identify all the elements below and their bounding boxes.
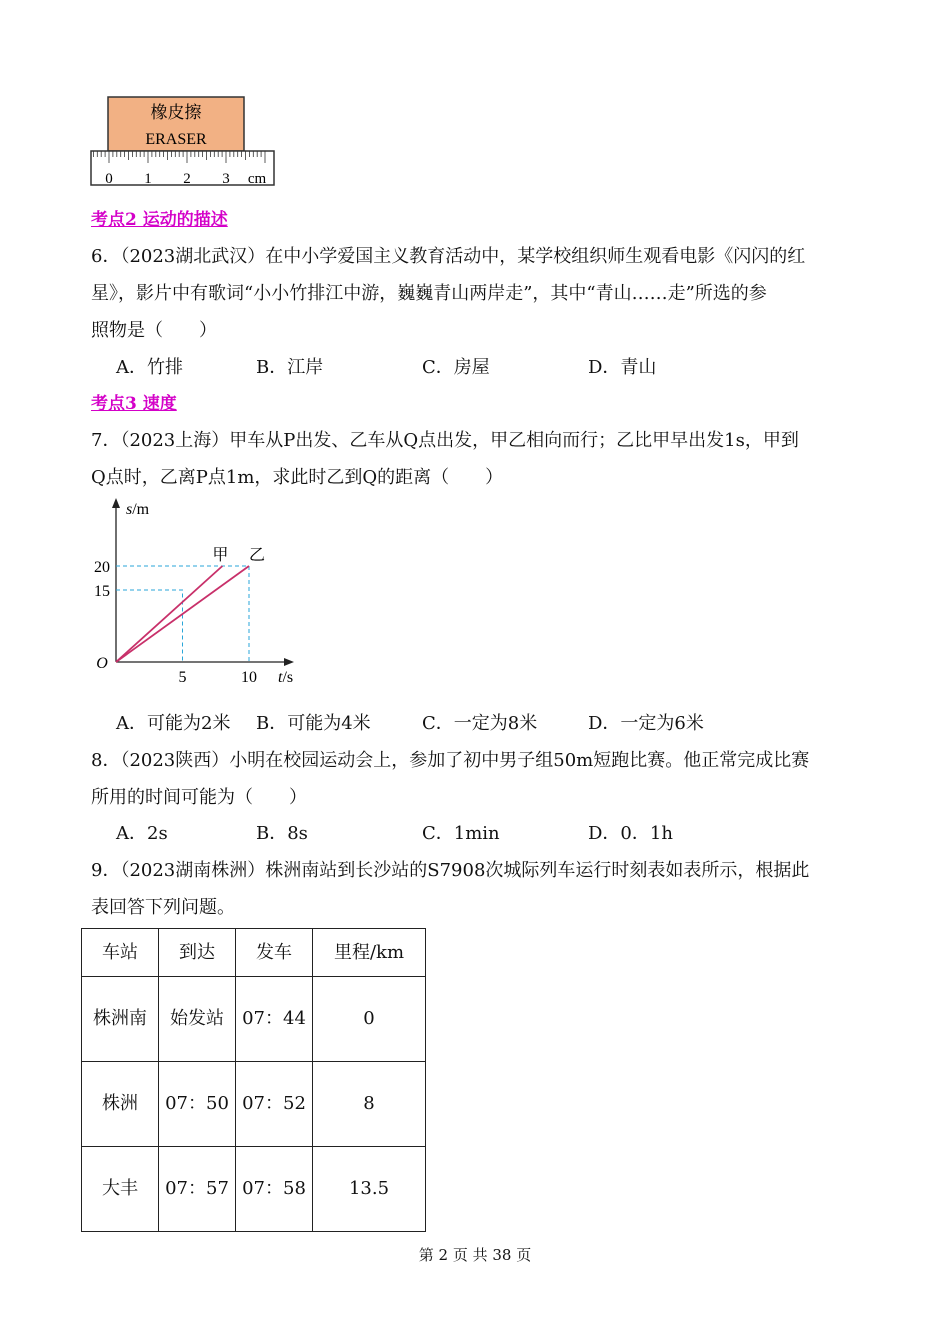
ruler-tick-label: 0: [105, 171, 113, 187]
table-cell: 07：50: [159, 1062, 236, 1147]
table-cell: 07：58: [236, 1147, 313, 1232]
q8-option-d: D．0．1h: [588, 823, 673, 844]
table-cell: 株洲南: [82, 977, 159, 1062]
ruler-tick-label: 3: [222, 171, 230, 187]
table-header-cell: 发车: [236, 929, 313, 977]
x-tick-label: 5: [178, 669, 187, 686]
q7-text-line1: 7．（2023上海）甲车从P出发、乙车从Q点出发，甲乙相向而行；乙比甲早出发1s，甲到: [91, 430, 799, 451]
q7-text-line2: Q点时，乙离P点1m，求此时乙到Q的距离（ ）: [91, 467, 504, 488]
section-heading-motion: 考点2 运动的描述: [91, 210, 228, 230]
table-cell: 始发站: [159, 977, 236, 1062]
q8-option-b: B．8s: [256, 823, 308, 844]
guide-line: [116, 590, 183, 662]
ruler-tick-label: 1: [144, 171, 152, 187]
eraser-ruler-figure: [88, 94, 278, 190]
table-cell: 大丰: [82, 1147, 159, 1232]
table-header-cell: 车站: [82, 929, 159, 977]
y-tick-label: 20: [94, 559, 110, 576]
table-cell: 株洲: [82, 1062, 159, 1147]
table-row: [82, 1062, 426, 1147]
y-tick-label: 15: [94, 583, 110, 600]
y-axis-label: s/m: [126, 501, 150, 518]
q6-text-line3: 照物是（ ）: [91, 320, 217, 341]
q6-option-c: C．房屋: [422, 357, 490, 378]
y-axis-arrow: [112, 498, 120, 508]
table-row: [82, 977, 426, 1062]
origin-label: O: [96, 655, 108, 672]
table-header-cell: 里程/km: [313, 929, 426, 977]
q8-option-a: A．2s: [116, 823, 168, 844]
q6-text-line1: 6．（2023湖北武汉）在中小学爱国主义教育活动中，某学校组织师生观看电影《闪闪的红: [91, 246, 806, 267]
q9-text-line1: 9．（2023湖南株洲）株洲南站到长沙站的S7908次城际列车运行时刻表如表所示，根据此: [91, 860, 810, 881]
eraser-cn-label: 橡皮擦: [150, 103, 202, 122]
series-label: 甲: [212, 547, 229, 564]
q7-option-b: B．可能为4米: [256, 713, 371, 734]
q9-text-line2: 表回答下列问题。: [91, 897, 235, 918]
ruler-tick-label: 2: [183, 171, 191, 187]
q7-option-d: D．一定为6米: [588, 713, 704, 734]
page-footer: 第 2 页 共 38 页: [418, 1246, 532, 1264]
q8-option-c: C．1min: [422, 823, 500, 844]
table-header-cell: 到达: [159, 929, 236, 977]
q6-option-d: D．青山: [588, 357, 657, 378]
series-label: 乙: [249, 547, 266, 564]
series-line-甲: [116, 566, 222, 662]
section-heading-speed: 考点3 速度: [91, 394, 177, 414]
q6-text-line2: 星》，影片中有歌词“小小竹排江中游，巍巍青山两岸走”，其中“青山……走”所选的参: [91, 283, 767, 304]
st-graph: [88, 492, 308, 692]
train-timetable: [81, 928, 426, 1232]
ruler-unit-label: cm: [247, 171, 267, 187]
table-cell: 8: [313, 1062, 426, 1147]
q6-option-b: B．江岸: [256, 357, 324, 378]
x-tick-label: 10: [241, 669, 257, 686]
q7-option-c: C．一定为8米: [422, 713, 538, 734]
q8-text-line2: 所用的时间可能为（ ）: [91, 787, 307, 808]
table-cell: 07：57: [159, 1147, 236, 1232]
x-axis-label: t/s: [278, 669, 294, 686]
table-header-row: [82, 929, 426, 977]
eraser-en-label: ERASER: [145, 131, 207, 148]
table-cell: 0: [313, 977, 426, 1062]
table-cell: 07：52: [236, 1062, 313, 1147]
table-cell: 07：44: [236, 977, 313, 1062]
table-row: [82, 1147, 426, 1232]
q6-option-a: A．竹排: [116, 357, 183, 378]
series-line-乙: [116, 566, 249, 662]
table-cell: 13.5: [313, 1147, 426, 1232]
x-axis-arrow: [284, 658, 294, 666]
q8-text-line1: 8．（2023陕西）小明在校园运动会上，参加了初中男子组50m短跑比赛。他正常完成比赛: [91, 750, 810, 771]
q7-option-a: A．可能为2米: [116, 713, 231, 734]
